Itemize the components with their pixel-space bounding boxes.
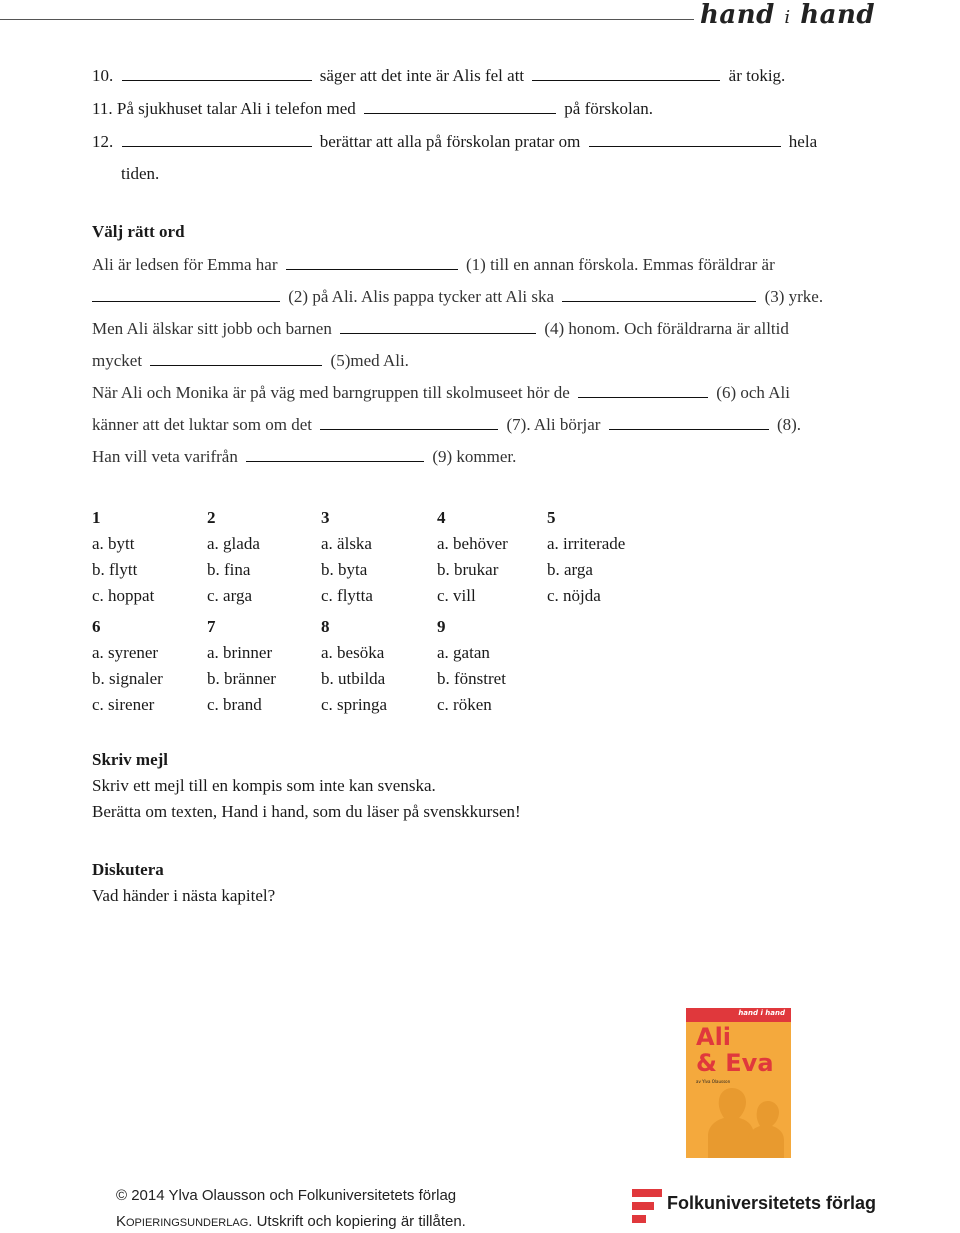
line-text: (6) och Ali: [716, 383, 790, 402]
option-b: b. signaler: [92, 669, 163, 688]
option-a: a. älska: [321, 534, 372, 553]
question-12-continued: tiden.: [121, 164, 160, 183]
line-text: känner att det luktar som om det: [92, 415, 312, 434]
option-number: 3: [321, 508, 330, 527]
line-text: När Ali och Monika är på väg med barngruppen till skolmuseet hör de: [92, 383, 570, 402]
option-a: a. brinner: [207, 643, 273, 662]
question-text: hela: [788, 132, 818, 151]
paragraph-line-2: [88, 287, 823, 307]
answer-blank: [246, 447, 424, 462]
line-text: (1) till en annan förskola. Emmas föräldrar är: [466, 255, 775, 274]
header-rule: [0, 19, 694, 20]
publisher-name: Folkuniversitetets förlag: [667, 1193, 877, 1213]
book-title-line: & Eva: [696, 1049, 774, 1077]
option-b: b. fönstret: [437, 669, 506, 688]
option-a: a. bytt: [92, 534, 135, 553]
copyright-notice: © 2014 Ylva Olausson och Folkuniversitetets förlag: [116, 1187, 457, 1204]
section-title-diskutera: Diskutera: [92, 860, 164, 879]
kopiering-label: Kopieringsunderlag.: [116, 1213, 253, 1230]
paragraph-line-7: [92, 447, 516, 467]
paragraph-line-4: [92, 351, 409, 371]
option-number: 5: [547, 508, 556, 527]
option-a: a. gatan: [437, 643, 490, 662]
line-text: Han vill veta varifrån: [92, 447, 238, 466]
book-cover: [686, 1008, 791, 1158]
option-b: b. bränner: [207, 669, 276, 688]
answer-blank: [320, 415, 498, 430]
paragraph-line-3: [92, 319, 789, 339]
option-group-4: [437, 505, 508, 609]
paragraph-line-1: [92, 255, 775, 275]
answer-blank: [122, 132, 312, 147]
option-a: a. glada: [207, 534, 260, 553]
option-c: c. nöjda: [547, 586, 601, 605]
publisher-logo-icon: [632, 1189, 662, 1223]
question-text: På sjukhuset talar Ali i telefon med: [116, 99, 356, 118]
option-number: 2: [207, 508, 216, 527]
option-number: 9: [437, 617, 446, 636]
question-number: 10.: [92, 66, 114, 85]
option-c: c. arga: [207, 586, 252, 605]
book-cover-author: av Ylva Olausson: [696, 1079, 731, 1084]
question-10: [92, 65, 785, 87]
answer-blank: [609, 415, 769, 430]
option-number: 4: [437, 508, 446, 527]
option-b: b. utbilda: [321, 669, 386, 688]
question-number: 12.: [92, 132, 114, 151]
option-a: a. behöver: [437, 534, 508, 553]
option-c: c. springa: [321, 695, 388, 714]
line-text: mycket: [92, 351, 143, 370]
kopiering-text: Utskrift och kopiering är tillåten.: [256, 1213, 466, 1230]
question-11: [92, 98, 653, 120]
line-text: Men Ali älskar sitt jobb och barnen: [92, 319, 332, 338]
option-group-3: [321, 505, 373, 609]
option-group-5: [547, 505, 625, 609]
option-c: c. hoppat: [92, 586, 155, 605]
line-text: (5)med Ali.: [330, 351, 409, 370]
paragraph-line-5: [92, 383, 790, 403]
copy-permission-notice: [116, 1213, 466, 1230]
option-c: c. flytta: [321, 586, 373, 605]
option-number: 8: [321, 617, 330, 636]
answer-blank: [286, 255, 458, 270]
option-b: b. arga: [547, 560, 593, 579]
answer-blank: [578, 383, 708, 398]
section-title-skriv-mejl: Skriv mejl: [92, 750, 169, 769]
line-text: (3) yrke.: [764, 287, 824, 306]
answer-blank: [340, 319, 536, 334]
option-group-1: [92, 505, 154, 609]
option-c: c. vill: [437, 586, 476, 605]
answer-blank: [364, 99, 556, 114]
question-text: på förskolan.: [564, 99, 654, 118]
diskutera-line-1: Vad händer i nästa kapitel?: [92, 886, 276, 905]
silhouette-illustration: [686, 1008, 791, 1158]
option-group-7: [207, 614, 276, 718]
line-text: (9) kommer.: [432, 447, 517, 466]
option-a: a. syrener: [92, 643, 159, 662]
paragraph-line-6: [92, 415, 801, 435]
option-c: c. röken: [437, 695, 492, 714]
option-group-9: [437, 614, 506, 718]
question-number: 11.: [92, 99, 113, 118]
option-b: b. flytt: [92, 560, 138, 579]
question-text: berättar att alla på förskolan pratar om: [319, 132, 581, 151]
line-text: (8).: [776, 415, 802, 434]
question-12: [92, 131, 817, 153]
option-group-2: [207, 505, 260, 609]
option-number: 1: [92, 508, 101, 527]
question-text: är tokig.: [728, 66, 786, 85]
line-text: (7). Ali börjar: [506, 415, 601, 434]
option-number: 6: [92, 617, 101, 636]
answer-blank: [532, 66, 720, 81]
option-a: a. besöka: [321, 643, 385, 662]
book-title-line: Ali: [696, 1023, 732, 1051]
answer-blank: [122, 66, 312, 81]
answer-blank: [589, 132, 781, 147]
line-text: (4) honom. Och föräldrarna är alltid: [544, 319, 789, 338]
brand-logo: hand i hand: [700, 0, 876, 30]
option-b: b. byta: [321, 560, 368, 579]
option-number: 7: [207, 617, 216, 636]
option-group-8: [321, 614, 387, 718]
book-cover-brand: hand i hand: [738, 1009, 785, 1017]
option-group-6: [92, 614, 163, 718]
answer-blank: [150, 351, 322, 366]
line-text: Ali är ledsen för Emma har: [92, 255, 278, 274]
option-c: c. sirener: [92, 695, 155, 714]
line-text: (2) på Ali. Alis pappa tycker att Ali ska: [288, 287, 555, 306]
option-b: b. brukar: [437, 560, 499, 579]
answer-blank: [92, 287, 280, 302]
skriv-mejl-line-1: Skriv ett mejl till en kompis som inte kan svenska.: [92, 776, 436, 795]
answer-blank: [562, 287, 756, 302]
section-title-valj-ratt-ord: Välj rätt ord: [92, 222, 185, 241]
option-a: a. irriterade: [547, 534, 626, 553]
skriv-mejl-line-2: Berätta om texten, Hand i hand, som du läser på svenskkursen!: [92, 802, 521, 821]
question-text: säger att det inte är Alis fel att: [319, 66, 525, 85]
option-c: c. brand: [207, 695, 262, 714]
option-b: b. fina: [207, 560, 251, 579]
